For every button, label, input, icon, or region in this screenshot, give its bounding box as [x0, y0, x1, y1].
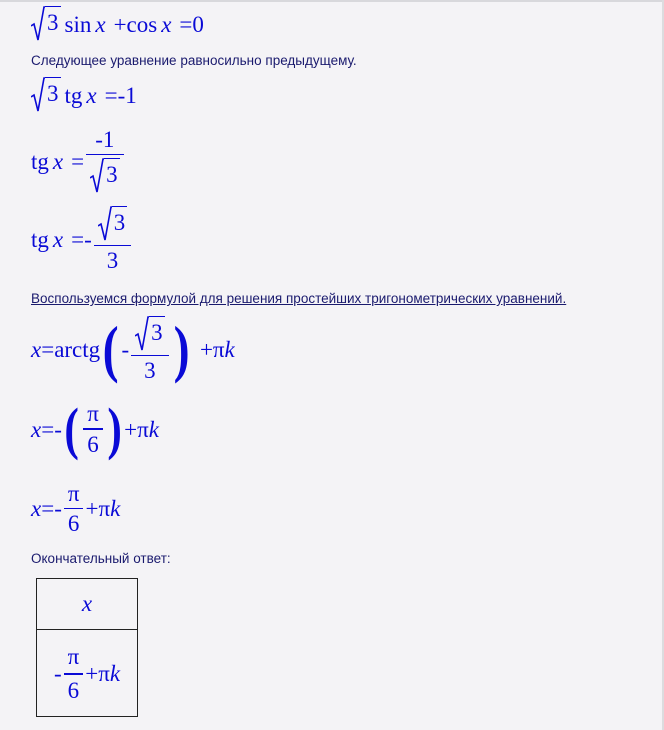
- equation-6: [31, 396, 159, 461]
- answer-table-cell: [37, 630, 137, 718]
- numerator: π: [67, 644, 80, 670]
- var-k: k: [110, 496, 121, 522]
- equals-arctg: =arctg: [41, 336, 101, 362]
- equation-2: [31, 77, 137, 113]
- sqrt-3: [31, 6, 61, 42]
- equation-7: [31, 482, 120, 535]
- fraction-bar: [64, 508, 84, 509]
- fraction: [83, 402, 103, 455]
- radicand: 3: [104, 158, 120, 194]
- rhs: =-1: [104, 82, 137, 108]
- fraction-bar: [131, 355, 169, 356]
- var-k: k: [224, 336, 235, 362]
- fraction: [64, 644, 84, 703]
- left-paren: (: [64, 396, 79, 461]
- var-x: x: [52, 148, 64, 174]
- note-final-answer: Окончательный ответ:: [31, 551, 171, 566]
- minus: -: [53, 661, 62, 686]
- equals-zero: =0: [179, 11, 204, 37]
- denominator: [86, 158, 124, 194]
- right-paren: ): [173, 313, 190, 385]
- fraction-bar: [86, 154, 124, 155]
- plus-pi: +π: [85, 661, 110, 686]
- fraction-bar: [64, 673, 84, 674]
- numerator: [131, 316, 169, 352]
- equals-minus: =-: [41, 416, 62, 442]
- fraction-bar: [94, 245, 132, 246]
- var-x: x: [31, 496, 42, 522]
- equals: =: [71, 148, 85, 174]
- tg-label: tg: [31, 226, 49, 252]
- tg-label: tg: [64, 82, 83, 108]
- fraction: [131, 316, 169, 382]
- radical-sign-icon: [90, 158, 104, 194]
- radicand: 3: [149, 316, 165, 352]
- fraction-bar: [83, 428, 103, 429]
- fraction: [64, 482, 84, 535]
- sqrt-3: [98, 206, 128, 242]
- note-equivalent: Следующее уравнение равносильно предыдущему.: [31, 53, 357, 68]
- denominator: 6: [87, 431, 99, 457]
- minus: -: [121, 336, 130, 362]
- plus-pi: +π: [124, 416, 149, 442]
- sqrt-3: [31, 77, 61, 113]
- denominator: 3: [106, 248, 119, 274]
- radicand: 3: [112, 206, 128, 242]
- denominator: 6: [67, 677, 80, 703]
- equation-4: [31, 206, 133, 272]
- var-x: x: [52, 226, 64, 252]
- sin-label: sin: [64, 11, 92, 37]
- var-x: x: [95, 11, 106, 37]
- equation-3: [31, 128, 126, 194]
- denominator: 6: [67, 511, 80, 537]
- right-paren: ): [107, 396, 122, 461]
- plus-cos: +cos: [113, 11, 158, 37]
- plus-pi: +π: [85, 496, 111, 522]
- equation-1: [31, 6, 204, 42]
- var-k: k: [109, 661, 121, 686]
- var-x: x: [161, 11, 172, 37]
- radical-sign-icon: [31, 77, 45, 113]
- numerator: [94, 206, 132, 242]
- var-k: k: [148, 416, 159, 442]
- var-x: x: [86, 82, 97, 108]
- equation-5: [31, 313, 235, 385]
- var-x: x: [31, 336, 42, 362]
- top-border: [0, 0, 664, 2]
- radicand: 3: [45, 77, 61, 113]
- radical-sign-icon: [31, 6, 45, 42]
- numerator: π: [67, 481, 80, 506]
- numerator: π: [87, 401, 99, 427]
- numerator: -1: [95, 127, 115, 152]
- fraction: [86, 128, 124, 194]
- tg-label: tg: [31, 148, 49, 174]
- note-formula: Воспользуемся формулой для решения простейших тригонометрических уравнений.: [31, 291, 567, 306]
- equals-minus: =-: [41, 496, 62, 522]
- answer-table-header: [37, 579, 137, 630]
- radical-sign-icon: [135, 316, 149, 352]
- equals-minus: =-: [71, 226, 92, 252]
- var-x: x: [81, 591, 93, 616]
- fraction: [94, 206, 132, 272]
- left-paren: (: [102, 313, 119, 385]
- var-x: x: [31, 416, 42, 442]
- radicand: 3: [45, 6, 61, 42]
- plus-pi: +π: [199, 336, 225, 362]
- denominator: 3: [144, 358, 156, 384]
- sqrt-3: [135, 316, 165, 352]
- answer-table: [36, 578, 138, 717]
- radical-sign-icon: [98, 206, 112, 242]
- sqrt-3: [90, 158, 120, 194]
